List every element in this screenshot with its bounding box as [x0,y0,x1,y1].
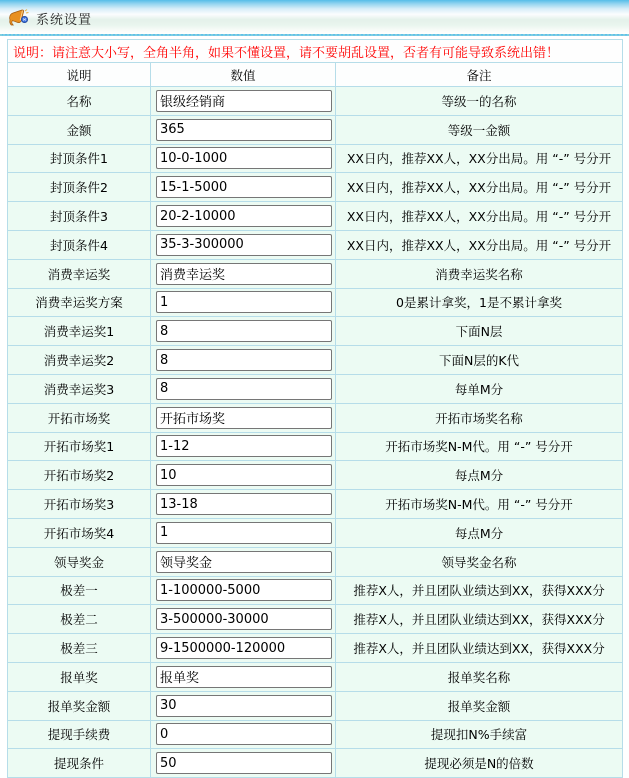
setting-remark: 开拓市场奖名称 [336,403,623,432]
setting-label: 领导奖金 [8,547,151,576]
setting-remark: 等级一的名称 [336,87,623,116]
announcement-icon [8,8,30,28]
setting-value-cell [151,662,336,691]
table-row [8,490,623,519]
setting-value-input[interactable] [156,695,332,717]
setting-value-cell [151,547,336,576]
setting-remark: 0是累计拿奖，1是不累计拿奖 [336,288,623,317]
setting-label: 消费幸运奖3 [8,374,151,403]
setting-label: 提现条件 [8,749,151,778]
table-row [8,288,623,317]
table-row [8,230,623,259]
setting-remark: 推荐X人，并且团队业绩达到XX，获得XXX分 [336,576,623,605]
setting-remark: XX日内，推荐XX人，XX分出局。用 “-” 号分开 [336,144,623,173]
notice-banner: 说明：请注意大小写，全角半角，如果不懂设置，请不要胡乱设置，否者有可能导致系统出错！ [8,40,623,63]
setting-label: 封顶条件4 [8,230,151,259]
page-title: 系统设置 [36,12,93,28]
setting-label: 消费幸运奖1 [8,317,151,346]
table-row [8,547,623,576]
settings-table [7,39,623,778]
setting-remark: XX日内，推荐XX人，XX分出局。用 “-” 号分开 [336,202,623,231]
setting-label: 开拓市场奖2 [8,461,151,490]
column-header-remark: 备注 [336,63,623,87]
setting-value-input[interactable] [156,522,332,544]
setting-remark: 报单奖名称 [336,662,623,691]
table-row [8,691,623,720]
setting-value-cell [151,317,336,346]
notice-row [8,40,623,63]
setting-value-cell [151,634,336,663]
setting-remark: XX日内，推荐XX人，XX分出局。用 “-” 号分开 [336,230,623,259]
table-row [8,115,623,144]
setting-remark: XX日内，推荐XX人，XX分出局。用 “-” 号分开 [336,173,623,202]
setting-value-input[interactable] [156,378,332,400]
setting-value-cell [151,518,336,547]
setting-label: 极差三 [8,634,151,663]
table-row [8,518,623,547]
setting-remark: 下面N层的K代 [336,346,623,375]
setting-value-input[interactable] [156,119,332,141]
setting-value-cell [151,87,336,116]
setting-value-input[interactable] [156,407,332,429]
page-header-inner [8,8,92,28]
setting-value-input[interactable] [156,752,332,774]
table-row [8,87,623,116]
setting-value-input[interactable] [156,608,332,630]
setting-label: 消费幸运奖方案 [8,288,151,317]
setting-remark: 开拓市场奖N-M代。用 “-” 号分开 [336,490,623,519]
table-row [8,173,623,202]
setting-value-cell [151,605,336,634]
setting-label: 开拓市场奖3 [8,490,151,519]
setting-value-cell [151,230,336,259]
page-header [0,0,629,36]
setting-label: 金额 [8,115,151,144]
setting-label: 封顶条件1 [8,144,151,173]
setting-value-input[interactable] [156,90,332,112]
setting-value-cell [151,691,336,720]
setting-label: 名称 [8,87,151,116]
setting-value-cell [151,576,336,605]
setting-value-cell [151,490,336,519]
setting-label: 开拓市场奖 [8,403,151,432]
setting-value-cell [151,346,336,375]
setting-label: 封顶条件2 [8,173,151,202]
table-row [8,605,623,634]
setting-remark: 开拓市场奖N-M代。用 “-” 号分开 [336,432,623,461]
table-header-row [8,63,623,87]
column-header-description: 说明 [8,63,151,87]
setting-value-cell [151,259,336,288]
table-row [8,720,623,749]
setting-label: 极差二 [8,605,151,634]
setting-remark: 每点M分 [336,518,623,547]
setting-value-cell [151,432,336,461]
setting-value-cell [151,749,336,778]
setting-value-input[interactable] [156,493,332,515]
setting-value-cell [151,288,336,317]
setting-value-cell [151,144,336,173]
setting-remark: 提现必须是N的倍数 [336,749,623,778]
setting-value-cell [151,173,336,202]
setting-remark: 消费幸运奖名称 [336,259,623,288]
setting-value-input[interactable] [156,176,332,198]
setting-remark: 推荐X人，并且团队业绩达到XX，获得XXX分 [336,605,623,634]
setting-value-input[interactable] [156,205,332,227]
table-row [8,461,623,490]
setting-value-input[interactable] [156,464,332,486]
setting-label: 消费幸运奖2 [8,346,151,375]
setting-label: 消费幸运奖 [8,259,151,288]
setting-value-cell [151,720,336,749]
table-row [8,202,623,231]
setting-value-cell [151,202,336,231]
table-row [8,662,623,691]
setting-value-input[interactable] [156,551,332,573]
setting-value-input[interactable] [156,349,332,371]
table-row [8,432,623,461]
setting-label: 开拓市场奖4 [8,518,151,547]
table-row [8,259,623,288]
setting-value-input[interactable] [156,263,332,285]
setting-value-input[interactable] [156,666,332,688]
setting-remark: 每单M分 [336,374,623,403]
setting-remark: 下面N层 [336,317,623,346]
setting-label: 极差一 [8,576,151,605]
setting-value-cell [151,403,336,432]
setting-remark: 推荐X人，并且团队业绩达到XX，获得XXX分 [336,634,623,663]
setting-label: 报单奖 [8,662,151,691]
setting-value-cell [151,374,336,403]
table-row [8,749,623,778]
setting-label: 提现手续费 [8,720,151,749]
setting-value-input[interactable] [156,147,332,169]
setting-remark: 领导奖金名称 [336,547,623,576]
setting-remark: 报单奖金额 [336,691,623,720]
setting-remark: 提现扣N%手续富 [336,720,623,749]
table-row [8,144,623,173]
setting-value-input[interactable] [156,579,332,601]
column-header-value: 数值 [151,63,336,87]
setting-remark: 每点M分 [336,461,623,490]
setting-label: 开拓市场奖1 [8,432,151,461]
setting-label: 封顶条件3 [8,202,151,231]
table-row [8,317,623,346]
table-row [8,374,623,403]
setting-value-input[interactable] [156,435,332,457]
table-row [8,346,623,375]
setting-value-cell [151,115,336,144]
setting-label: 报单奖金额 [8,691,151,720]
table-row [8,576,623,605]
setting-value-input[interactable] [156,637,332,659]
setting-remark: 等级一金额 [336,115,623,144]
setting-value-input[interactable] [156,291,332,313]
setting-value-cell [151,461,336,490]
table-row [8,403,623,432]
setting-value-input[interactable] [156,320,332,342]
setting-value-input[interactable] [156,234,332,256]
table-row [8,634,623,663]
setting-value-input[interactable] [156,723,332,745]
